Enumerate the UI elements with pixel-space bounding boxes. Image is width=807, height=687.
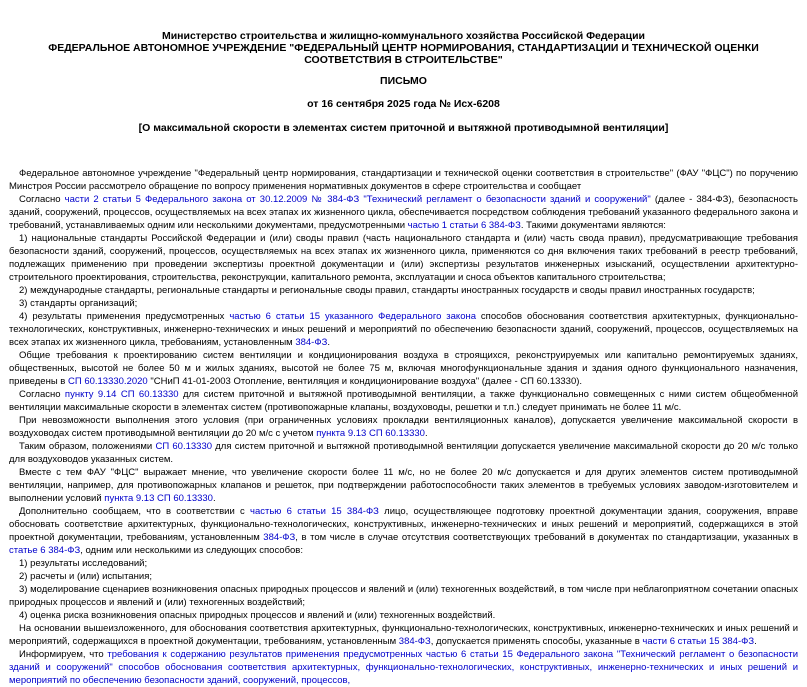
paragraph xyxy=(9,284,798,297)
text-segment: 4) результаты применения предусмотренных xyxy=(19,311,230,322)
text-segment: Информируем, что xyxy=(19,649,108,660)
text-segment: (далее - 384-ФЗ), безопасность зданий, сооружений, процессов, осуществляемых на всех этапах их жизненного цикла, обеспечивается посредством соблюдения требований указанного федерального закона и требований, устанавливаемых одним или несколькими документами, предусмотренными xyxy=(9,194,798,231)
document-type-title: ПИСЬМО xyxy=(380,75,427,87)
legal-reference-link[interactable]: частью 6 статьи 15 384-ФЗ xyxy=(250,506,379,517)
text-segment: 2) международные стандарты, региональные стандарты и региональные своды правил, стандарты иностранных государств и своды правил иностранных государств; xyxy=(19,285,755,296)
legal-reference-link[interactable]: статье 6 384-ФЗ xyxy=(9,545,81,556)
legal-reference-link[interactable]: пункта 9.13 СП 60.13330 xyxy=(316,428,425,439)
paragraph xyxy=(9,622,798,648)
text-segment: . xyxy=(212,493,216,504)
text-segment: для систем приточной и вытяжной противодымной вентиляции допускается увеличение максимальной скорости до 20 м/с только для воздуховодов указанных систем. xyxy=(9,441,798,465)
text-segment: 1) результаты исследований; xyxy=(19,558,148,569)
paragraph xyxy=(9,349,798,388)
text-segment: Федеральное автономное учреждение "Федеральный центр нормирования, стандартизации и технической оценки соответствия в строительстве" (ФАУ "ФЦС") по поручению Минстроя России рассмотрело обращение по вопросу применения нормативных документов в сфере строительства и сообщает xyxy=(9,168,798,192)
text-segment: Общие требования к проектированию систем вентиляции и кондиционирования воздуха в строящихся, реконструируемых или капитально ремонтируемых зданиях, общественных, высотой не более 50 м и жилых зданиях, высотой не более 75 м, включая многофункциональные здания и здания одного функционального назначения, приведены в xyxy=(9,350,798,387)
paragraph xyxy=(9,648,798,687)
document-date-number: от 16 сентября 2025 года № Исх-6208 xyxy=(307,98,500,110)
text-segment: , одним или несколькими из следующих способов: xyxy=(80,545,303,556)
paragraph xyxy=(9,557,798,570)
text-segment: 2) расчеты и (или) испытания; xyxy=(19,571,152,582)
paragraph xyxy=(9,583,798,609)
legal-reference-link[interactable]: части 2 статьи 5 Федерального закона от 30.12.2009 № 384-ФЗ "Технический регламент о безопасности зданий и сооружений" xyxy=(64,194,651,205)
document-body xyxy=(9,167,798,687)
text-segment: Таким образом, положениями xyxy=(19,441,156,452)
text-segment: На основании вышеизложенного, для обоснования соответствия архитектурных, функционально-технологических, конструктивных, инженерно-технических и иных решений и мероприятий, содержащихся в проектной документации, требованиям, установленным xyxy=(9,623,798,647)
text-segment: , в том числе в случае отсутствия соответствующих требований в документах по стандартизации, указанных в xyxy=(295,532,798,543)
text-segment: "СНиП 41-01-2003 Отопление, вентиляция и кондиционирование воздуха" (далее - СП 60.13330). xyxy=(147,376,583,387)
text-segment: Вместе с тем ФАУ "ФЦС" выражает мнение, что увеличение скорости более 11 м/с, но не более 20 м/с допускается и для других элементов систем противодымной вентиляции, например, для противопожарных клапанов и решеток, при подтверждении работоспособности таких элементов в требуемых условиях заводом-изготовителем и выполнении условий xyxy=(9,467,798,504)
legal-reference-link[interactable]: частью 1 статьи 6 384-ФЗ xyxy=(407,220,521,231)
ministry-name: Министерство строительства и жилищно-коммунального хозяйства Российской Федерации xyxy=(161,30,646,42)
document-header xyxy=(9,30,798,66)
text-segment: Согласно xyxy=(19,194,65,205)
text-segment: 4) оценка риска возникновения опасных природных процессов и явлений и (или) техногенных воздействий. xyxy=(19,610,496,621)
paragraph xyxy=(9,609,798,622)
paragraph xyxy=(9,505,798,557)
paragraph xyxy=(9,297,798,310)
paragraph xyxy=(9,388,798,414)
text-segment: . Такими документами являются: xyxy=(520,220,666,231)
text-segment: 3) моделирование сценариев возникновения опасных природных процессов и явлений и (или) техногенных воздействий, в том числе при неблагоприятном сочетании опасных природных процессов и явлений и (или) техногенных воздействий; xyxy=(9,584,798,608)
legal-reference-link[interactable]: части 6 статьи 15 384-ФЗ xyxy=(642,636,755,647)
paragraph xyxy=(9,167,798,193)
paragraph xyxy=(9,466,798,505)
text-segment: . xyxy=(424,428,428,439)
document-subject: [О максимальной скорости в элементах систем приточной и вытяжной противодымной вентиляции] xyxy=(138,122,669,134)
text-segment: Согласно xyxy=(19,389,65,400)
paragraph xyxy=(9,232,798,284)
text-segment: для систем приточной и вытяжной противодымной вентиляции, а также функционально совмещенных с ними систем общеобменной вентиляции максимальные скорости в элементах систем (противопожарные клапаны, воздуховоды, решетки и т.п.) следует принимать не более 11 м/с. xyxy=(9,389,799,413)
text-segment: . xyxy=(754,636,757,647)
text-segment: . xyxy=(327,337,330,348)
legal-reference-link[interactable]: 384-ФЗ xyxy=(398,636,431,647)
legal-reference-link[interactable]: пункту 9.14 СП 60.13330 xyxy=(64,389,179,400)
paragraph xyxy=(9,570,798,583)
legal-reference-link[interactable]: пункта 9.13 СП 60.13330 xyxy=(104,493,213,504)
text-segment: 3) стандарты организаций; xyxy=(19,298,138,309)
text-segment: 1) национальные стандарты Российской Федерации и (или) своды правил (часть национального стандарта и (или) часть свода правил), предусматривающие требования безопасности зданий, сооружений, процессов, осуществляемых на всех этапах их жизненного цикла, применяются со дня включения таких требований в реестр требований, подлежащих применению при проведении экспертизы проектной документации и (или) экспертизы результатов инженерных изысканий, осуществлении архитектурно-строительного проектирования, строительства, реконструкции, капитального ремонта, эксплуатации и сноса объектов капитального строительства; xyxy=(9,233,798,283)
paragraph xyxy=(9,193,798,232)
text-segment: , допускается применять способы, указанные в xyxy=(430,636,643,647)
text-segment: способов обоснования соответствия архитектурных, функционально-технологических, конструктивных, инженерно-технических и иных решений и мероприятий по обеспечению безопасности зданий, сооружений, процессов, осуществляемых на всех этапах их жизненного цикла, требованиям, установленным xyxy=(9,311,798,348)
legal-reference-link[interactable]: 384-ФЗ xyxy=(295,337,328,348)
text-segment: лицо, осуществляющее подготовку проектной документации здания, сооружения, вправе обосновать соответствие архитектурных, функционально-технологических, конструктивных, инженерно-технических и иных решений и мероприятий, содержащихся в этой проектной документации, требованиям, установленным xyxy=(9,506,798,543)
text-segment: При невозможности выполнения этого условия (при ограниченных условиях прокладки вентиляционных каналов), допускается увеличение максимальной скорости в воздуховодах систем противодымной вентиляции до 20 м/с с учетом xyxy=(9,415,798,439)
text-segment: Дополнительно сообщаем, что в соответствии с xyxy=(19,506,251,517)
legal-reference-link[interactable]: 384-ФЗ xyxy=(263,532,296,543)
paragraph xyxy=(9,310,798,349)
legal-reference-link[interactable]: СП 60.13330 xyxy=(155,441,213,452)
paragraph xyxy=(9,440,798,466)
legal-reference-link[interactable]: требования к содержанию результатов применения предусмотренных частью 6 статьи 15 Федерального закона "Технический регламент о безопасности зданий и сооружений" способов обоснования соответствия архитектурных, функционально-технологических, конструктивных, инженерно-технических и иных решений и мероприятий по обеспечению безопасности зданий, сооружений, процессов, xyxy=(9,649,799,686)
legal-reference-link[interactable]: СП 60.13330.2020 xyxy=(67,376,148,387)
legal-reference-link[interactable]: частью 6 статьи 15 указанного Федерального закона xyxy=(229,311,477,322)
paragraph xyxy=(9,414,798,440)
organization-name: ФЕДЕРАЛЬНОЕ АВТОНОМНОЕ УЧРЕЖДЕНИЕ "ФЕДЕРАЛЬНЫЙ ЦЕНТР НОРМИРОВАНИЯ, СТАНДАРТИЗАЦИИ И ТЕХНИЧЕСКОЙ ОЦЕНКИ СООТВЕТСТВИЯ В СТРОИТЕЛЬСТВЕ" xyxy=(48,42,759,66)
